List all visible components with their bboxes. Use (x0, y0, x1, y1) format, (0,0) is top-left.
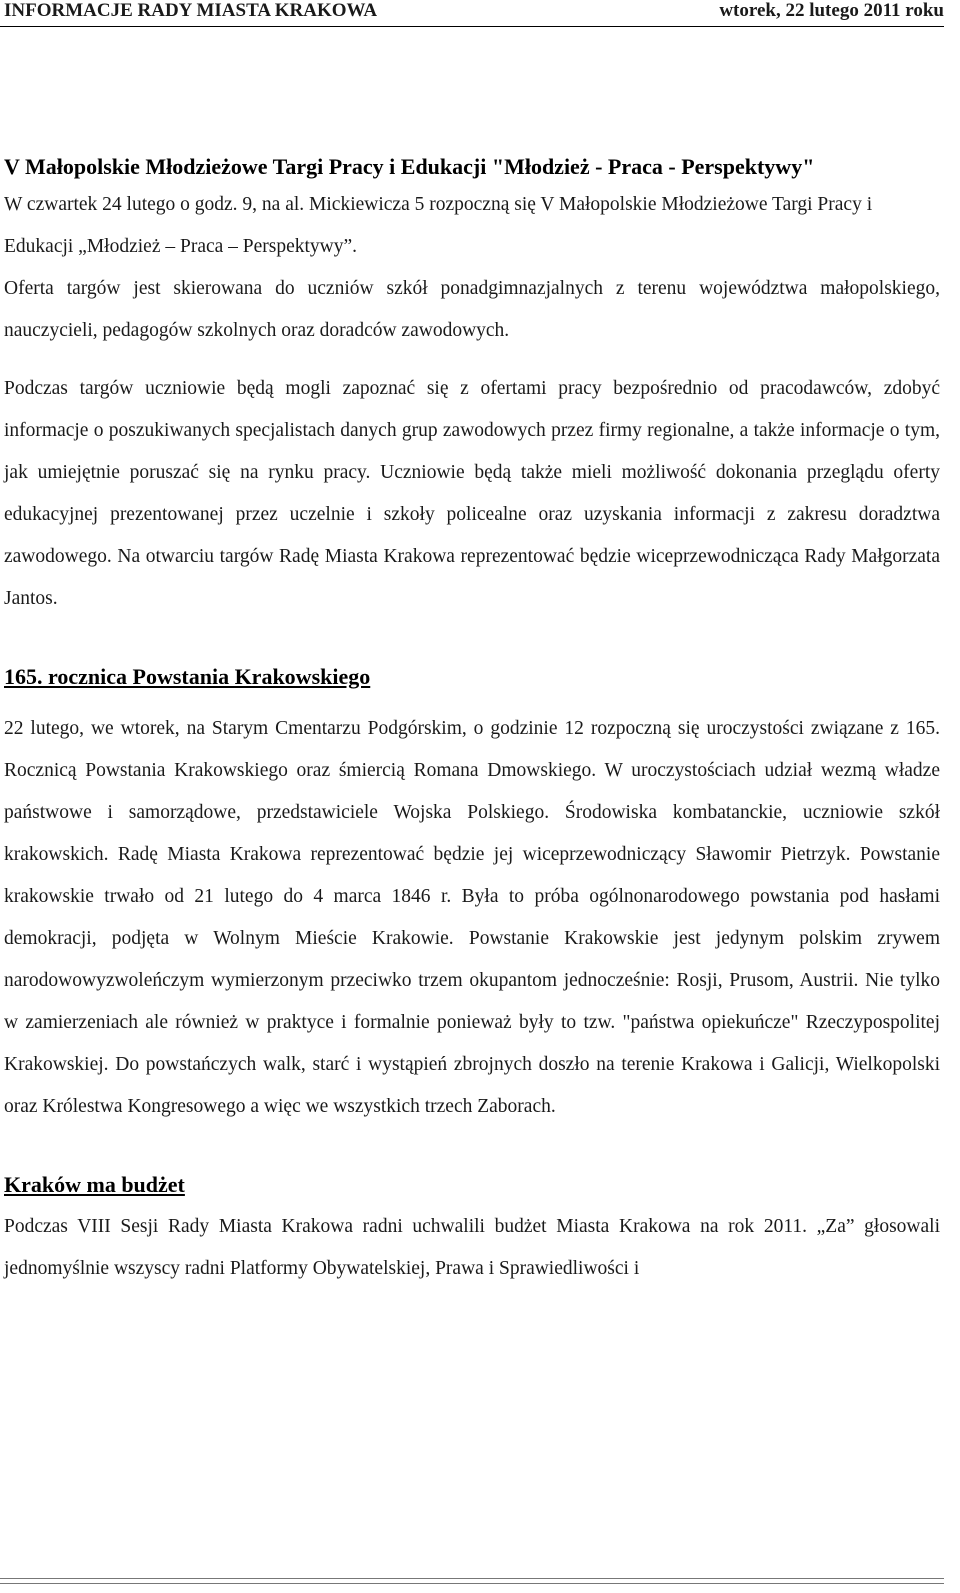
article-paragraph: Podczas targów uczniowie będą mogli zapoznać się z ofertami pracy bezpośrednio od pracodawców, zdobyć informacje o poszukiwanych specjalistach danych grup zawodowych przez firmy regionalne, a także informacje o tym, jak umiejętnie poruszać się na rynku pracy. Uczniowie będą także mieli możliwość dokonania przeglądu oferty edukacyjnej prezentowanej przez uczelnie i szkoły policealne oraz uzyskania informacji z zakresu doradztwa zawodowego. Na otwarciu targów Radę Miasta Krakowa reprezentować będzie wiceprzewodnicząca Rady Małgorzata Jantos. (4, 378, 940, 609)
article-paragraph: Oferta targów jest skierowana do uczniów szkół ponadgimnazjalnych z terenu województwa małopolskiego, nauczycieli, pedagogów szkolnych oraz doradców zawodowych. (4, 278, 940, 341)
article-title: V Małopolskie Młodzieżowe Targi Pracy i Edukacji "Młodzież - Praca - Perspektywy" (4, 154, 815, 179)
article-targi-pracy (4, 150, 940, 620)
article-paragraph: W czwartek 24 lutego o godz. 9, na al. Mickiewicza 5 rozpoczną się V Małopolskie Młodzieżowe Targi Pracy i Edukacji „Młodzież – Praca – Perspektywy”. (4, 194, 873, 257)
document-body (4, 150, 940, 1290)
header-date: wtorek, 22 lutego 2011 roku (719, 0, 944, 21)
article-title: Kraków ma budżet (4, 1172, 185, 1197)
article-budzet (4, 1168, 940, 1290)
header-divider (0, 26, 944, 27)
footer-divider (0, 1578, 944, 1584)
header-title: INFORMACJE RADY MIASTA KRAKOWA (4, 0, 378, 21)
article-title: 165. rocznica Powstania Krakowskiego (4, 664, 371, 689)
page-header (0, 0, 944, 24)
article-paragraph: Podczas VIII Sesji Rady Miasta Krakowa radni uchwalili budżet Miasta Krakowa na rok 2011. „Za” głosowali jednomyślnie wszyscy radni Platformy Obywatelskiej, Prawa i Sprawiedliwości i (4, 1216, 940, 1279)
article-powstanie-krakowskie (4, 660, 940, 1128)
article-paragraph: 22 lutego, we wtorek, na Starym Cmentarzu Podgórskim, o godzinie 12 rozpoczną się uroczystości związane z 165. Rocznicą Powstania Krakowskiego oraz śmiercią Romana Dmowskiego. W uroczystościach udział wezmą władze państwowe i samorządowe, przedstawiciele Wojska Polskiego. Środowiska kombatanckie, uczniowie szkół krakowskich. Radę Miasta Krakowa reprezentować będzie jej wiceprzewodniczący Sławomir Pietrzyk. Powstanie krakowskie trwało od 21 lutego do 4 marca 1846 r. Była to próba ogólnonarodowego powstania pod hasłami demokracji, podjęta w Wolnym Mieście Krakowie. Powstanie Krakowskie jest jedynym polskim zrywem narodowowyzwoleńczym wymierzonym przeciwko trzem okupantom jednocześnie: Rosji, Prusom, Austrii. Nie tylko w zamierzeniach ale również w praktyce i formalnie ponieważ były to tzw. "państwa opiekuńcze" Rzeczypospolitej Krakowskiej. Do powstańczych walk, starć i wystąpień zbrojnych doszło na terenie Krakowa i Galicji, Wielkopolski oraz Królestwa Kongresowego a więc we wszystkich trzech Zaborach. (4, 718, 940, 1117)
